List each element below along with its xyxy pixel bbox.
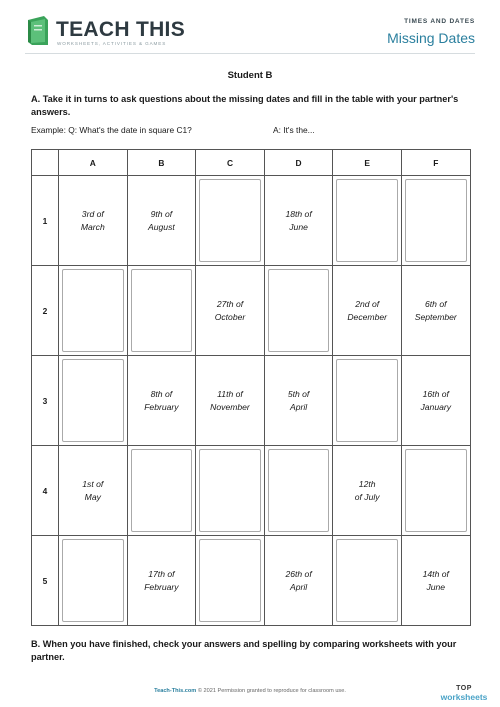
row-header-2: 2 <box>32 266 59 356</box>
answer-box[interactable] <box>62 359 124 442</box>
row-header-1: 1 <box>32 176 59 266</box>
blank-cell-b2[interactable] <box>127 266 196 356</box>
row-header-3: 3 <box>32 356 59 446</box>
table-row <box>32 356 471 446</box>
blank-cell-e5[interactable] <box>333 536 402 626</box>
date-text: 27th of October <box>214 299 246 322</box>
date-text: 26th of April <box>285 569 312 592</box>
table-row <box>32 266 471 356</box>
date-cell-a4 <box>59 446 128 536</box>
table-corner <box>32 150 59 176</box>
column-header-a: A <box>59 150 128 176</box>
date-text: 18th of June <box>285 209 312 232</box>
date-cell-e4 <box>333 446 402 536</box>
table-header-row <box>32 150 471 176</box>
answer-box[interactable] <box>405 179 467 262</box>
date-text: 3rd of March <box>80 209 105 232</box>
blank-cell-d4[interactable] <box>264 446 333 536</box>
blank-cell-f1[interactable] <box>401 176 470 266</box>
blank-cell-b4[interactable] <box>127 446 196 536</box>
top-worksheets-top: TOP <box>456 685 472 692</box>
date-cell-b1 <box>127 176 196 266</box>
blank-cell-e3[interactable] <box>333 356 402 446</box>
column-header-d: D <box>264 150 333 176</box>
table-row <box>32 176 471 266</box>
page-header <box>0 0 500 60</box>
top-worksheets-logo <box>434 685 494 701</box>
student-label: Student B <box>227 70 273 81</box>
date-text: 17th of February <box>144 569 179 592</box>
date-cell-b5 <box>127 536 196 626</box>
answer-box[interactable] <box>62 539 124 622</box>
answer-box[interactable] <box>199 539 261 622</box>
header-divider <box>25 53 475 54</box>
answer-box[interactable] <box>199 179 261 262</box>
logo-tagline: WORKSHEETS, ACTIVITIES & GAMES <box>57 41 167 46</box>
missing-dates-table <box>31 149 471 626</box>
answer-box[interactable] <box>131 269 193 352</box>
blank-cell-c1[interactable] <box>196 176 265 266</box>
footer-brand: Teach-This.com <box>154 688 197 694</box>
row-header-5: 5 <box>32 536 59 626</box>
table-row <box>32 536 471 626</box>
blank-cell-a2[interactable] <box>59 266 128 356</box>
date-text: 16th of January <box>420 389 452 412</box>
date-cell-c2 <box>196 266 265 356</box>
answer-box[interactable] <box>336 539 398 622</box>
date-cell-b3 <box>127 356 196 446</box>
date-text: 6th of September <box>414 299 457 322</box>
date-text: 5th of April <box>287 389 310 412</box>
answer-box[interactable] <box>268 269 330 352</box>
instruction-a: A. Take it in turns to ask questions about the missing dates and fill in the table with your partner's answers. <box>31 94 459 117</box>
worksheet-title: Missing Dates <box>387 30 475 46</box>
blank-cell-e1[interactable] <box>333 176 402 266</box>
answer-box[interactable] <box>131 449 193 532</box>
table-row <box>32 446 471 536</box>
row-header-4: 4 <box>32 446 59 536</box>
answer-box[interactable] <box>199 449 261 532</box>
date-text: 1st of May <box>82 479 104 502</box>
date-cell-d1 <box>264 176 333 266</box>
answer-box[interactable] <box>62 269 124 352</box>
column-header-e: E <box>333 150 402 176</box>
date-cell-d5 <box>264 536 333 626</box>
logo-title: TEACH THIS <box>56 18 185 41</box>
column-header-c: C <box>196 150 265 176</box>
book-logo-icon <box>26 16 50 46</box>
date-cell-c3 <box>196 356 265 446</box>
answer-box[interactable] <box>405 449 467 532</box>
blank-cell-a5[interactable] <box>59 536 128 626</box>
date-cell-f3 <box>401 356 470 446</box>
date-text: 12th of July <box>354 479 380 502</box>
blank-cell-f4[interactable] <box>401 446 470 536</box>
date-text: 9th of August <box>148 209 175 232</box>
blank-cell-c4[interactable] <box>196 446 265 536</box>
date-text: 11th of November <box>210 389 250 412</box>
column-header-f: F <box>401 150 470 176</box>
example-question: Example: Q: What's the date in square C1? <box>31 125 192 135</box>
date-cell-a1 <box>59 176 128 266</box>
instruction-b: B. When you have finished, check your answers and spelling by comparing worksheets with your partner. <box>31 639 457 662</box>
date-text: 8th of February <box>144 389 179 412</box>
blank-cell-c5[interactable] <box>196 536 265 626</box>
top-worksheets-bottom: worksheets <box>440 692 488 702</box>
footer-copyright: © 2021 Permission granted to reproduce for classroom use. <box>196 688 346 694</box>
date-cell-f5 <box>401 536 470 626</box>
date-text: 2nd of December <box>347 299 387 322</box>
blank-cell-d2[interactable] <box>264 266 333 356</box>
example-answer: A: It's the... <box>273 125 315 135</box>
date-cell-d3 <box>264 356 333 446</box>
date-text: 14th of June <box>422 569 449 592</box>
footer <box>0 688 500 694</box>
worksheet-category: TIMES AND DATES <box>404 18 475 25</box>
teach-this-logo <box>26 16 226 48</box>
date-cell-e2 <box>333 266 402 356</box>
column-header-b: B <box>127 150 196 176</box>
answer-box[interactable] <box>336 179 398 262</box>
answer-box[interactable] <box>268 449 330 532</box>
date-cell-f2 <box>401 266 470 356</box>
answer-box[interactable] <box>336 359 398 442</box>
blank-cell-a3[interactable] <box>59 356 128 446</box>
